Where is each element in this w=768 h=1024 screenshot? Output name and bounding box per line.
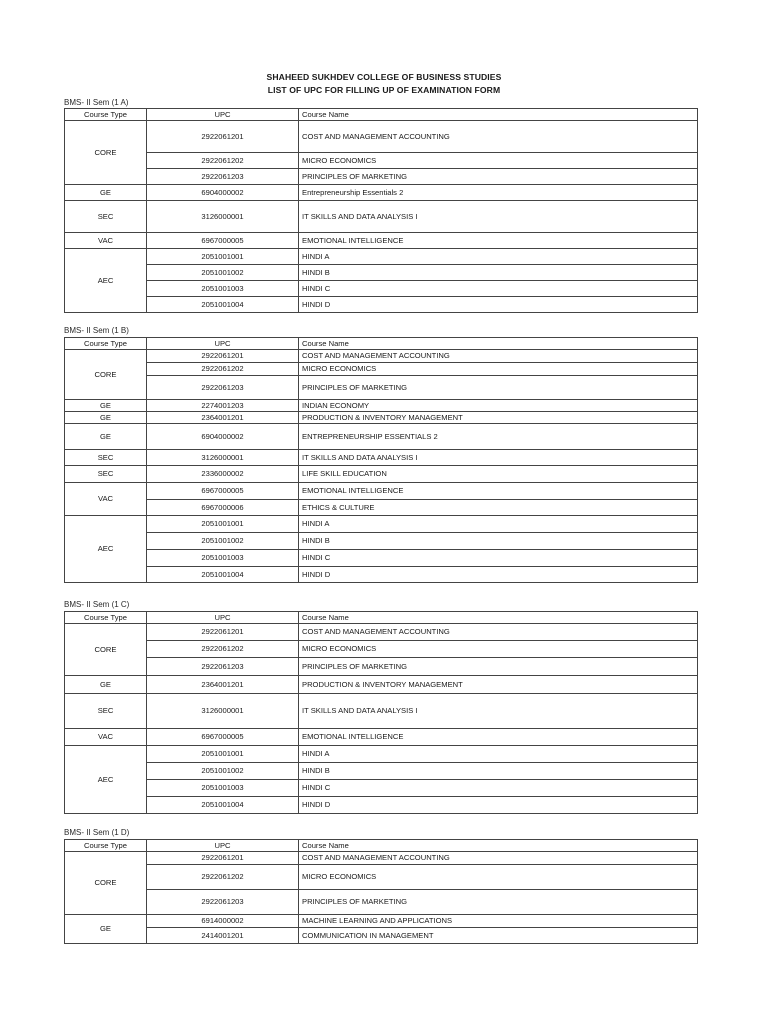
upc-cell: 2051001003 <box>147 780 299 797</box>
table-row <box>65 890 698 915</box>
table-row <box>65 450 698 466</box>
course-name-cell: INDIAN ECONOMY <box>299 400 698 412</box>
table-row <box>65 729 698 746</box>
upc-cell: 2274001203 <box>147 400 299 412</box>
table-header-row <box>65 612 698 624</box>
upc-cell: 2922061203 <box>147 169 299 185</box>
course-name-cell: COST AND MANAGEMENT ACCOUNTING <box>299 121 698 153</box>
course-name-cell: HINDI D <box>299 297 698 313</box>
upc-cell: 2922061202 <box>147 363 299 376</box>
table-row <box>65 658 698 676</box>
course-type-cell: AEC <box>65 516 147 583</box>
course-name-cell: PRODUCTION & INVENTORY MANAGEMENT <box>299 676 698 694</box>
upc-cell: 2922061203 <box>147 890 299 915</box>
course-name-cell: ENTREPRENEURSHIP ESSENTIALS 2 <box>299 424 698 450</box>
section-label-1a: BMS- II Sem (1 A) <box>64 98 129 107</box>
course-type-cell: SEC <box>65 694 147 729</box>
course-name-cell: MICRO ECONOMICS <box>299 865 698 890</box>
course-type-cell: GE <box>65 400 147 412</box>
table-row <box>65 567 698 583</box>
table-row <box>65 483 698 500</box>
table-header-row <box>65 109 698 121</box>
table-row <box>65 928 698 944</box>
table-row <box>65 516 698 533</box>
course-type-cell: AEC <box>65 746 147 814</box>
course-name-cell: HINDI A <box>299 746 698 763</box>
table-row <box>65 797 698 814</box>
course-name-cell: EMOTIONAL INTELLIGENCE <box>299 483 698 500</box>
course-name-cell: HINDI B <box>299 763 698 780</box>
upc-cell: 2051001004 <box>147 297 299 313</box>
course-name-cell: HINDI C <box>299 550 698 567</box>
upc-cell: 2051001002 <box>147 533 299 550</box>
course-name-cell: MICRO ECONOMICS <box>299 363 698 376</box>
course-type-cell: GE <box>65 915 147 944</box>
table-row <box>65 400 698 412</box>
upc-cell: 2922061202 <box>147 153 299 169</box>
upc-cell: 3126000001 <box>147 694 299 729</box>
course-name-cell: IT SKILLS AND DATA ANALYSIS I <box>299 450 698 466</box>
upc-cell: 2051001001 <box>147 746 299 763</box>
table-row <box>65 780 698 797</box>
table-row <box>65 694 698 729</box>
course-name-cell: PRINCIPLES OF MARKETING <box>299 376 698 400</box>
upc-cell: 3126000001 <box>147 450 299 466</box>
upc-cell: 6967000005 <box>147 233 299 249</box>
course-name-cell: PRINCIPLES OF MARKETING <box>299 169 698 185</box>
course-type-cell: GE <box>65 424 147 450</box>
table-row <box>65 746 698 763</box>
course-name-cell: LIFE SKILL EDUCATION <box>299 466 698 483</box>
table-row <box>65 281 698 297</box>
upc-cell: 2051001002 <box>147 763 299 780</box>
document-subtitle: LIST OF UPC FOR FILLING UP OF EXAMINATION FORM <box>267 85 501 95</box>
upc-cell: 2051001004 <box>147 797 299 814</box>
table-row <box>65 249 698 265</box>
course-type-cell: CORE <box>65 350 147 400</box>
table-row <box>65 412 698 424</box>
course-type-cell: SEC <box>65 450 147 466</box>
upc-cell: 6904000002 <box>147 424 299 450</box>
upc-cell: 6967000005 <box>147 483 299 500</box>
table-row <box>65 533 698 550</box>
section-label-1d: BMS- II Sem (1 D) <box>64 828 130 837</box>
table-row <box>65 363 698 376</box>
header-course-name: Course Name <box>299 840 698 852</box>
upc-cell: 2922061201 <box>147 852 299 865</box>
header-course-name: Course Name <box>299 612 698 624</box>
table-row <box>65 624 698 641</box>
course-name-cell: EMOTIONAL INTELLIGENCE <box>299 729 698 746</box>
course-type-cell: CORE <box>65 852 147 915</box>
course-name-cell: MICRO ECONOMICS <box>299 153 698 169</box>
upc-cell: 2414001201 <box>147 928 299 944</box>
table-row <box>65 233 698 249</box>
course-name-cell: COST AND MANAGEMENT ACCOUNTING <box>299 852 698 865</box>
table-header-row <box>65 338 698 350</box>
header-upc: UPC <box>147 840 299 852</box>
course-name-cell: COST AND MANAGEMENT ACCOUNTING <box>299 624 698 641</box>
table-row <box>65 297 698 313</box>
upc-cell: 6914000002 <box>147 915 299 928</box>
section-label-1c: BMS- II Sem (1 C) <box>64 600 130 609</box>
course-type-cell: GE <box>65 185 147 201</box>
table-row <box>65 265 698 281</box>
course-name-cell: PRINCIPLES OF MARKETING <box>299 658 698 676</box>
course-name-cell: Entrepreneurship Essentials 2 <box>299 185 698 201</box>
table-row <box>65 201 698 233</box>
table-row <box>65 641 698 658</box>
table-header-row <box>65 840 698 852</box>
course-name-cell: MICRO ECONOMICS <box>299 641 698 658</box>
upc-cell: 2051001003 <box>147 550 299 567</box>
course-name-cell: HINDI B <box>299 533 698 550</box>
table-row <box>65 424 698 450</box>
header-course-name: Course Name <box>299 109 698 121</box>
course-type-cell: SEC <box>65 466 147 483</box>
course-type-cell: AEC <box>65 249 147 313</box>
upc-table-1b <box>64 337 698 583</box>
course-name-cell: HINDI C <box>299 780 698 797</box>
course-name-cell: COST AND MANAGEMENT ACCOUNTING <box>299 350 698 363</box>
upc-cell: 2364001201 <box>147 676 299 694</box>
section-label-1b: BMS- II Sem (1 B) <box>64 326 129 335</box>
table-row <box>65 676 698 694</box>
upc-cell: 3126000001 <box>147 201 299 233</box>
upc-cell: 2922061202 <box>147 641 299 658</box>
table-row <box>65 169 698 185</box>
upc-cell: 2364001201 <box>147 412 299 424</box>
header-course-type: Course Type <box>65 338 147 350</box>
header-course-type: Course Type <box>65 840 147 852</box>
course-name-cell: IT SKILLS AND DATA ANALYSIS I <box>299 694 698 729</box>
upc-table-1a <box>64 108 698 313</box>
course-name-cell: HINDI D <box>299 567 698 583</box>
course-name-cell: IT SKILLS AND DATA ANALYSIS I <box>299 201 698 233</box>
course-type-cell: CORE <box>65 624 147 676</box>
course-type-cell: GE <box>65 412 147 424</box>
course-name-cell: HINDI D <box>299 797 698 814</box>
upc-cell: 2051001004 <box>147 567 299 583</box>
table-row <box>65 550 698 567</box>
course-type-cell: VAC <box>65 729 147 746</box>
upc-cell: 2336000002 <box>147 466 299 483</box>
upc-cell: 2922061203 <box>147 658 299 676</box>
upc-cell: 6967000006 <box>147 500 299 516</box>
header-upc: UPC <box>147 338 299 350</box>
course-type-cell: GE <box>65 676 147 694</box>
upc-cell: 2922061202 <box>147 865 299 890</box>
course-name-cell: HINDI C <box>299 281 698 297</box>
table-row <box>65 376 698 400</box>
course-name-cell: MACHINE LEARNING AND APPLICATIONS <box>299 915 698 928</box>
table-row <box>65 466 698 483</box>
upc-cell: 6967000005 <box>147 729 299 746</box>
table-row <box>65 852 698 865</box>
upc-cell: 2922061201 <box>147 121 299 153</box>
course-type-cell: CORE <box>65 121 147 185</box>
table-row <box>65 121 698 153</box>
course-name-cell: PRODUCTION & INVENTORY MANAGEMENT <box>299 412 698 424</box>
upc-table-1d <box>64 839 698 944</box>
upc-cell: 2922061203 <box>147 376 299 400</box>
table-row <box>65 763 698 780</box>
table-row <box>65 350 698 363</box>
course-name-cell: HINDI B <box>299 265 698 281</box>
course-name-cell: ETHICS & CULTURE <box>299 500 698 516</box>
upc-cell: 2051001002 <box>147 265 299 281</box>
table-row <box>65 153 698 169</box>
table-row <box>65 915 698 928</box>
course-type-cell: SEC <box>65 201 147 233</box>
course-name-cell: HINDI A <box>299 249 698 265</box>
upc-cell: 6904000002 <box>147 185 299 201</box>
header-upc: UPC <box>147 109 299 121</box>
upc-cell: 2922061201 <box>147 624 299 641</box>
header-course-name: Course Name <box>299 338 698 350</box>
document-title: SHAHEED SUKHDEV COLLEGE OF BUSINESS STUDIES <box>266 72 502 82</box>
header-course-type: Course Type <box>65 612 147 624</box>
upc-cell: 2051001001 <box>147 516 299 533</box>
upc-cell: 2922061201 <box>147 350 299 363</box>
table-row <box>65 500 698 516</box>
header-upc: UPC <box>147 612 299 624</box>
course-type-cell: VAC <box>65 233 147 249</box>
course-name-cell: HINDI A <box>299 516 698 533</box>
table-row <box>65 185 698 201</box>
course-name-cell: PRINCIPLES OF MARKETING <box>299 890 698 915</box>
upc-cell: 2051001003 <box>147 281 299 297</box>
course-type-cell: VAC <box>65 483 147 516</box>
header-course-type: Course Type <box>65 109 147 121</box>
course-name-cell: EMOTIONAL INTELLIGENCE <box>299 233 698 249</box>
course-name-cell: COMMUNICATION IN MANAGEMENT <box>299 928 698 944</box>
upc-cell: 2051001001 <box>147 249 299 265</box>
upc-table-1c <box>64 611 698 814</box>
table-row <box>65 865 698 890</box>
